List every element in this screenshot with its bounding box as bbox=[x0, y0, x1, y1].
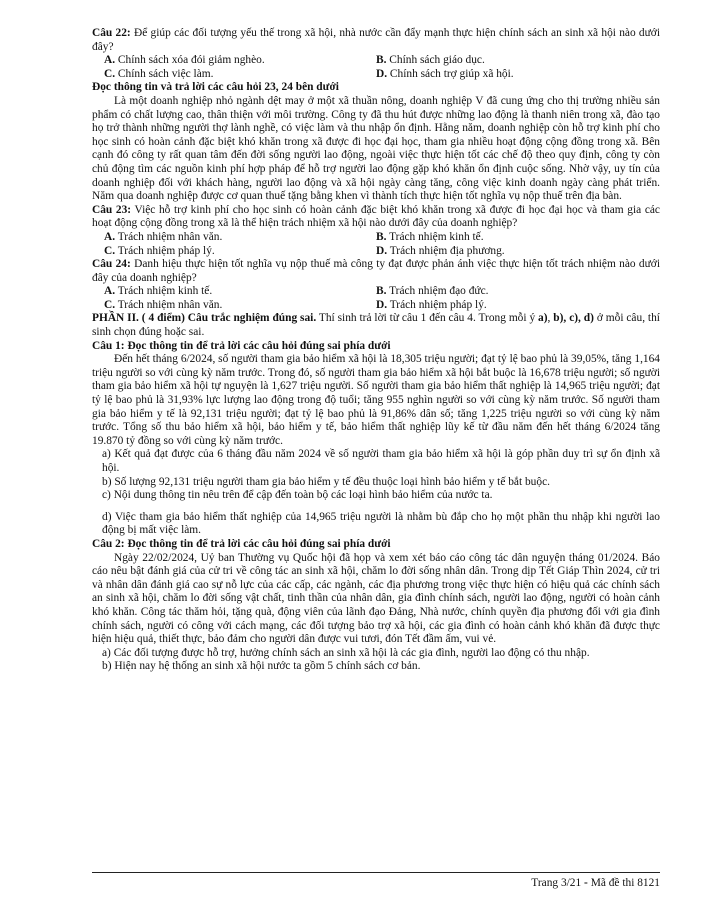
exam-code: Mã đề thi 8121 bbox=[590, 877, 660, 889]
page-number: Trang 3/21 bbox=[531, 877, 582, 889]
option-b: B. Trách nhiệm đạo đức. bbox=[376, 285, 489, 298]
part-2-header: PHẦN II. ( 4 điểm) Câu trắc nghiệm đúng sai. Thí sinh trả lời từ câu 1 đến câu 4. Trong mỗi ý a), b), c), d) ở mỗi câu, thí sinh chọn đúng hoặc sai. bbox=[92, 312, 660, 339]
tf-question-2-heading: Câu 2: Đọc thông tin để trả lời các câu hỏi đúng sai phía dưới bbox=[92, 537, 391, 550]
part-2-label: PHẦN II. ( 4 điểm) Câu trắc nghiệm đúng sai. bbox=[92, 312, 317, 325]
reading-heading: Đọc thông tin và trả lời các câu hỏi 23, 24 bên dưới bbox=[92, 81, 339, 94]
option-d: D. Trách nhiệm địa phương. bbox=[376, 244, 505, 257]
question-22-options bbox=[92, 54, 660, 81]
option-d: D. Trách nhiệm pháp lý. bbox=[376, 298, 487, 311]
reading-passage: Là một doanh nghiệp nhỏ ngành dệt may ở một xã thuần nông, doanh nghiệp V đã cung ứng cho thị trường nhiều sản phẩm có chất lượng cao, thân thiện với môi trường. Công ty đã thu hút được những lao động là thanh niên trong xã, đào tạo họ trở thành những người thợ lành nghề, có việc làm và thu nhập ổn định. Hằng năm, doanh nghiệp còn hỗ trợ kinh phí cho học sinh có hoàn cảnh đặc biệt khó khăn trong xã được đi học đại học, tham gia nhiều hoạt động cộng đồng trong xã. Bên cạnh đó công ty rất quan tâm đến đời sống người lao động, ngoài việc thực hiện tốt các chế độ theo quy định, công ty còn chủ động tìm các nguồn kinh phí hợp pháp để hỗ trợ người lao động gặp khó khăn ổn định cuộc sống. Nhờ vậy, uy tín của doanh nghiệp đối với khách hàng, người lao động và xã hội ngày càng tăng, công việc kinh doanh ngày càng phát triển. Năm qua doanh nghiệp được cơ quan thuế tặng bằng khen vì thành tích thực hiện tốt nghĩa vụ nộp thuế trên địa bàn. bbox=[92, 94, 660, 203]
question-22 bbox=[92, 27, 660, 54]
footer-divider bbox=[92, 872, 660, 873]
question-23-options bbox=[92, 231, 660, 258]
option-b: B. Trách nhiệm kinh tế. bbox=[376, 230, 484, 243]
option-d: D. Chính sách trợ giúp xã hội. bbox=[376, 67, 514, 80]
question-24-options bbox=[92, 285, 660, 312]
question-23-label: Câu 23: bbox=[92, 203, 132, 216]
exam-page bbox=[92, 26, 660, 674]
option-a: A. Chính sách xóa đói giảm nghèo. bbox=[104, 54, 265, 67]
tf-question-2-passage: Ngày 22/02/2024, Uỷ ban Thường vụ Quốc hội đã họp và xem xét báo cáo công tác dân nguyện tháng 01/2024. Báo cáo nêu bật đánh giá của cử tri về công tác an sinh xã hội, chăm lo đời sống nhân dân. Trong dịp Tết Giáp Thìn 2024, cử tri và nhân dân đánh giá cao sự nỗ lực của các cấp, các ngành, các địa phương trong việc thực hiện có hiệu quả các chính sách an sinh xã hội, chăm lo đời sống vật chất, tinh thần của nhân dân, gia đình chính sách, người lao động, người có hoàn cảnh khó khăn. Công tác thăm hỏi, tặng quà, động viên của lãnh đạo Đảng, Nhà nước, chính quyền địa phương đối với gia đình chính sách, người có công với cách mạng, các đối tượng bảo trợ xã hội, các gia đình có hoàn cảnh khó khăn đã được thực hiện hiệu quả, thiết thực, bảo đảm cho người dân được vui tươi, đón Tết đầm ấm, vui vẻ. bbox=[92, 551, 660, 646]
option-a: A. Trách nhiệm nhân văn. bbox=[104, 230, 223, 243]
tf-question-1-heading: Câu 1: Đọc thông tin để trả lời các câu hỏi đúng sai phía dưới bbox=[92, 339, 391, 352]
question-24-text: Danh hiệu thực hiện tốt nghĩa vụ nộp thuế mà công ty đạt được phản ánh việc thực hiện tốt trách nhiệm nào dưới đây của doanh nghiệp? bbox=[92, 258, 660, 284]
question-22-label: Câu 22: bbox=[92, 27, 131, 39]
statement-d: d) Việc tham gia bảo hiểm thất nghiệp của 14,965 triệu người là nhằm bù đắp cho họ một phần thu nhập khi người lao động bị mất việc làm. bbox=[102, 510, 660, 537]
statement-c: c) Nội dung thông tin nêu trên để cập đến toàn bộ các loại hình bảo hiểm của nước ta. bbox=[102, 489, 493, 502]
question-24 bbox=[92, 258, 660, 285]
option-a: A. Trách nhiệm kinh tế. bbox=[104, 285, 213, 298]
option-c: C. Trách nhiệm pháp lý. bbox=[104, 244, 215, 257]
question-22-text: Để giúp các đối tượng yếu thế trong xã hội, nhà nước cần đẩy mạnh thực hiện chính sách an sinh xã hội nào dưới đây? bbox=[92, 27, 660, 53]
question-23-text: Việc hỗ trợ kinh phí cho học sinh có hoàn cảnh đặc biệt khó khăn trong xã được đi học đại học và tham gia các hoạt động cộng đồng trong xã là thể hiện trách nhiệm xã hội nào dưới đây của doanh nghiệp? bbox=[92, 203, 660, 230]
option-c: C. Chính sách việc làm. bbox=[104, 67, 214, 80]
option-b: B. Chính sách giáo dục. bbox=[376, 54, 485, 67]
statement-a: a) Kết quả đạt được của 6 tháng đầu năm 2024 về số người tham gia bảo hiểm xã hội là góp phần duy trì sự ổn định xã hội. bbox=[102, 448, 660, 474]
question-23 bbox=[92, 204, 660, 231]
statement-a: a) Các đối tượng được hỗ trợ, hưởng chính sách an sinh xã hội là các gia đình, người lao động có thu nhập. bbox=[102, 646, 590, 659]
option-c: C. Trách nhiệm nhân văn. bbox=[104, 298, 223, 311]
question-24-label: Câu 24: bbox=[92, 258, 131, 271]
page-footer: Trang 3/21 - Mã đề thi 8121 bbox=[531, 877, 660, 889]
statement-b: b) Hiện nay hệ thống an sinh xã hội nước ta gồm 5 chính sách cơ bản. bbox=[102, 660, 421, 673]
statement-b: b) Số lượng 92,131 triệu người tham gia bảo hiểm y tế đều thuộc loại hình bảo hiểm y tế bắt buộc. bbox=[102, 475, 550, 488]
tf-question-1-passage: Đến hết tháng 6/2024, số người tham gia bảo hiểm xã hội là 18,305 triệu người; đạt tỷ lệ bao phủ là 39,05%, tăng 1,164 triệu người so với cùng kỳ năm trước. Trong đó, số người tham gia bảo hiểm xã hội bắt buộc là 16,678 triệu người; số người tham gia bảo hiểm xã hội tự nguyện là 1,627 triệu người. Số người tham gia bảo hiểm thất nghiệp là 14,965 triệu người; đạt tỷ lệ bao phủ là 31,93% lực lượng lao động trong độ tuổi; tăng 955 nghìn người so với cùng kỳ năm trước. Số người tham gia bảo hiểm y tế là 92,131 triệu người; đạt tỷ lệ bao phủ là 91,86% dân số; tăng 1,225 triệu người so với cùng kỳ năm trước. Tổng số thu bảo hiểm xã hội, bảo hiểm y tế, bảo hiểm thất nghiệp lũy kế từ đầu năm đến hết tháng 6/2024 tăng 19.870 tỷ đồng so với cùng kỳ năm trước. bbox=[92, 353, 660, 447]
